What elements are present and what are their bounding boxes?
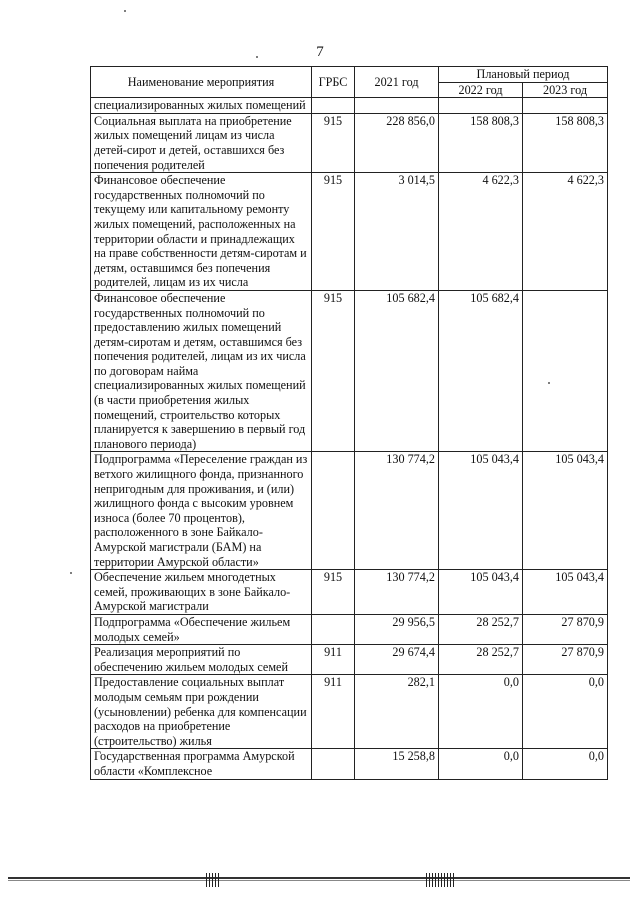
row-2021 (355, 98, 439, 114)
row-2022: 28 252,7 (439, 645, 523, 675)
row-2022: 105 043,4 (439, 452, 523, 570)
row-2021: 130 774,2 (355, 452, 439, 570)
row-grbs: 915 (312, 173, 355, 291)
header-2022: 2022 год (439, 82, 523, 98)
scan-speck (70, 572, 72, 574)
table-row-subprogram (91, 614, 608, 644)
table-row (91, 98, 608, 114)
scan-edge-line (8, 880, 630, 881)
row-2022: 0,0 (439, 675, 523, 749)
row-2022: 105 043,4 (439, 570, 523, 615)
row-2021: 3 014,5 (355, 173, 439, 291)
scan-artifact (426, 873, 454, 887)
row-2022: 105 682,4 (439, 290, 523, 452)
row-2021: 15 258,8 (355, 749, 439, 779)
row-grbs: 911 (312, 675, 355, 749)
row-grbs: 911 (312, 645, 355, 675)
table-row-program (91, 749, 608, 779)
scan-speck (124, 10, 126, 12)
row-2022: 4 622,3 (439, 173, 523, 291)
row-name: специализированных жилых помещений (91, 98, 312, 114)
row-grbs (312, 749, 355, 779)
row-2022: 0,0 (439, 749, 523, 779)
page-number: 7 (316, 44, 324, 60)
row-grbs (312, 98, 355, 114)
table-row (91, 675, 608, 749)
row-name: Подпрограмма «Обеспечение жильем молодых семей» (91, 614, 312, 644)
table-row (91, 570, 608, 615)
row-name: Предоставление социальных выплат молодым семьям при рождении (усыновлении) ребенка для компенсации расходов на приобретение (строительство) жилья (91, 675, 312, 749)
row-2023: 105 043,4 (523, 570, 608, 615)
row-2023: 4 622,3 (523, 173, 608, 291)
row-2023: 105 043,4 (523, 452, 608, 570)
header-name: Наименование мероприятия (91, 67, 312, 98)
header-2021: 2021 год (355, 67, 439, 98)
scan-edge-line (8, 877, 630, 879)
row-2023: 27 870,9 (523, 645, 608, 675)
budget-table (90, 66, 608, 780)
table-row (91, 290, 608, 452)
row-name: Финансовое обеспечение государственных полномочий по текущему или капитальному ремонту жилых помещений, расположенных на территории области и принадлежащих на праве собственности детям-сиротам и детям, оставшимся без попечения родителей, лицам из их числа (91, 173, 312, 291)
table-header-row (91, 67, 608, 83)
row-2021: 282,1 (355, 675, 439, 749)
row-name: Реализация мероприятий по обеспечению жильем молодых семей (91, 645, 312, 675)
row-name: Государственная программа Амурской области «Комплексное (91, 749, 312, 779)
table-row (91, 173, 608, 291)
header-grbs: ГРБС (312, 67, 355, 98)
header-plan-period: Плановый период (439, 67, 608, 83)
row-grbs: 915 (312, 570, 355, 615)
row-name: Обеспечение жильем многодетных семей, проживающих в зоне Байкало-Амурской магистрали (91, 570, 312, 615)
scan-artifact (206, 873, 220, 887)
row-2022: 28 252,7 (439, 614, 523, 644)
row-grbs: 915 (312, 113, 355, 172)
row-2021: 105 682,4 (355, 290, 439, 452)
table-row (91, 113, 608, 172)
row-name: Финансовое обеспечение государственных полномочий по предоставлению жилых помещений детям-сиротам и детям, оставшимся без попечения родителей, лицам из их числа по договорам найма специализированных жилых помещений (в части приобретения жилых помещений, строительство которых планируется к завершению в первый год планового периода) (91, 290, 312, 452)
row-grbs: 915 (312, 290, 355, 452)
row-grbs (312, 452, 355, 570)
row-2023 (523, 98, 608, 114)
row-2023 (523, 290, 608, 452)
row-2023: 27 870,9 (523, 614, 608, 644)
row-2021: 29 674,4 (355, 645, 439, 675)
row-2021: 130 774,2 (355, 570, 439, 615)
row-name: Подпрограмма «Переселение граждан из ветхого жилищного фонда, признанного непригодным для проживания, и (или) жилищного фонда с высоким уровнем износа (более 70 процентов), расположенного в зоне Байкало-Амурской магистрали (БАМ) на территории Амурской области» (91, 452, 312, 570)
row-grbs (312, 614, 355, 644)
row-name: Социальная выплата на приобретение жилых помещений лицам из числа детей-сирот и детей, оставшихся без попечения родителей (91, 113, 312, 172)
table-row (91, 645, 608, 675)
row-2022 (439, 98, 523, 114)
row-2023: 158 808,3 (523, 113, 608, 172)
table-row-subprogram (91, 452, 608, 570)
scan-speck (256, 56, 258, 58)
header-2023: 2023 год (523, 82, 608, 98)
row-2021: 29 956,5 (355, 614, 439, 644)
row-2021: 228 856,0 (355, 113, 439, 172)
scan-speck (548, 382, 550, 384)
row-2023: 0,0 (523, 749, 608, 779)
row-2023: 0,0 (523, 675, 608, 749)
row-2022: 158 808,3 (439, 113, 523, 172)
